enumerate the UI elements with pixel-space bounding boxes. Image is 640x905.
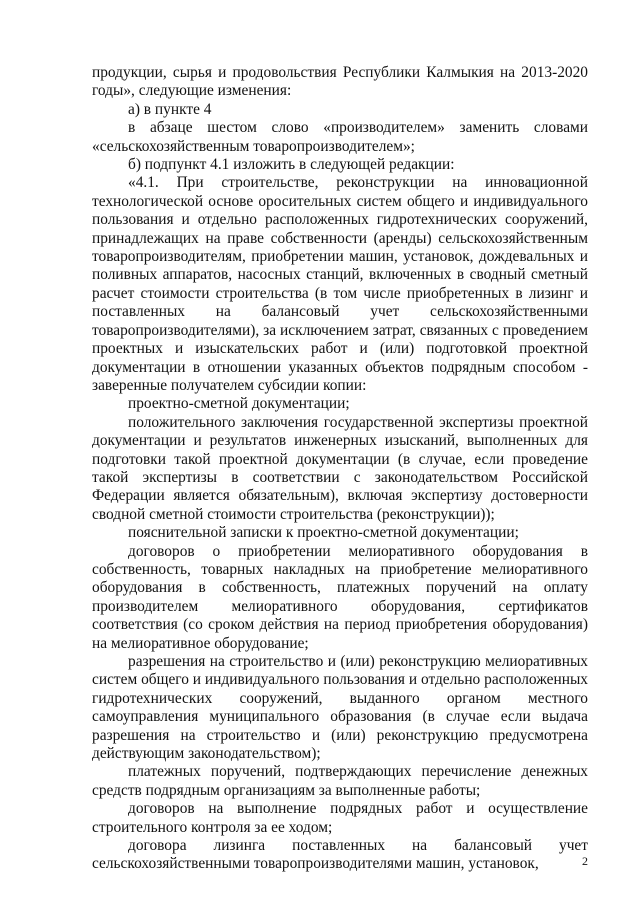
paragraph: платежных поручений, подтверждающих перечисление денежных средств подрядным организациям за выполненные работы;: [92, 763, 588, 799]
paragraph: пояснительной записки к проектно-сметной документации;: [128, 524, 519, 542]
paragraph: в абзаце шестом слово «производителем» заменить словами «сельскохозяйственным товаропроизводителем»;: [92, 119, 588, 155]
paragraph: договора лизинга поставленных на балансовый учет сельскохозяйственными товаропроизводителями машин, установок,: [92, 837, 588, 873]
paragraph: «4.1. При строительстве, реконструкции на инновационной технологической основе оросительных систем общего и индивидуального пользования и отдельно расположенных гидротехнических сооружений, принадлежащих на праве собственности (аренды) сельскохозяйственным товаропроизводителям, приобретении машин, установок, дождевальных и поливных аппаратов, насосных станций, включенных в сводный сметный расчет стоимости строительства (в том числе приобретенных в лизинг и поставленных на балансовый учет сельскохозяйственными товаропроизводителями), за исключением затрат, связанных с проведением проектных и изыскательских работ и (или) подготовкой проектной документации в отношении указанных объектов подрядным способом - заверенные получателем субсидии копии:: [92, 174, 588, 394]
page-number: 2: [582, 854, 588, 868]
paragraph: договоров на выполнение подрядных работ и осуществление строительного контроля за ее ходом;: [92, 800, 588, 836]
paragraph: а) в пункте 4: [128, 100, 212, 118]
paragraph: положительного заключения государственной экспертизы проектной документации и результатов инженерных изысканий, выполненных для подготовки такой проектной документации (в случае, если проведение такой экспертизы в соответствии с законодательством Российской Федерации является обязательным), включая экспертизу достоверности сводной сметной стоимости строительства (реконструкции));: [92, 413, 588, 523]
paragraph: договоров о приобретении мелиоративного оборудования в собственность, товарных накладных на приобретение мелиоративного оборудования в собственность, платежных поручений на оплату производителем мелиоративного оборудования, сертификатов соответствия (со сроком действия на период приобретения оборудования) на мелиоративное оборудование;: [92, 542, 588, 652]
paragraph: разрешения на строительство и (или) реконструкцию мелиоративных систем общего и индивидуального пользования и отдельно расположенных гидротехнических сооружений, выданного органом местного самоуправления муниципального образования (в случае если выдача разрешения на строительство и (или) реконструкцию предусмотрена действующим законодательством);: [92, 653, 588, 763]
paragraph: продукции, сырья и продовольствия Республики Калмыкия на 2013-2020 годы», следующие изменения:: [92, 64, 588, 100]
paragraph: б) подпункт 4.1 изложить в следующей редакции:: [128, 156, 455, 174]
document-body: [92, 64, 588, 874]
paragraph: проектно-сметной документации;: [128, 395, 350, 413]
